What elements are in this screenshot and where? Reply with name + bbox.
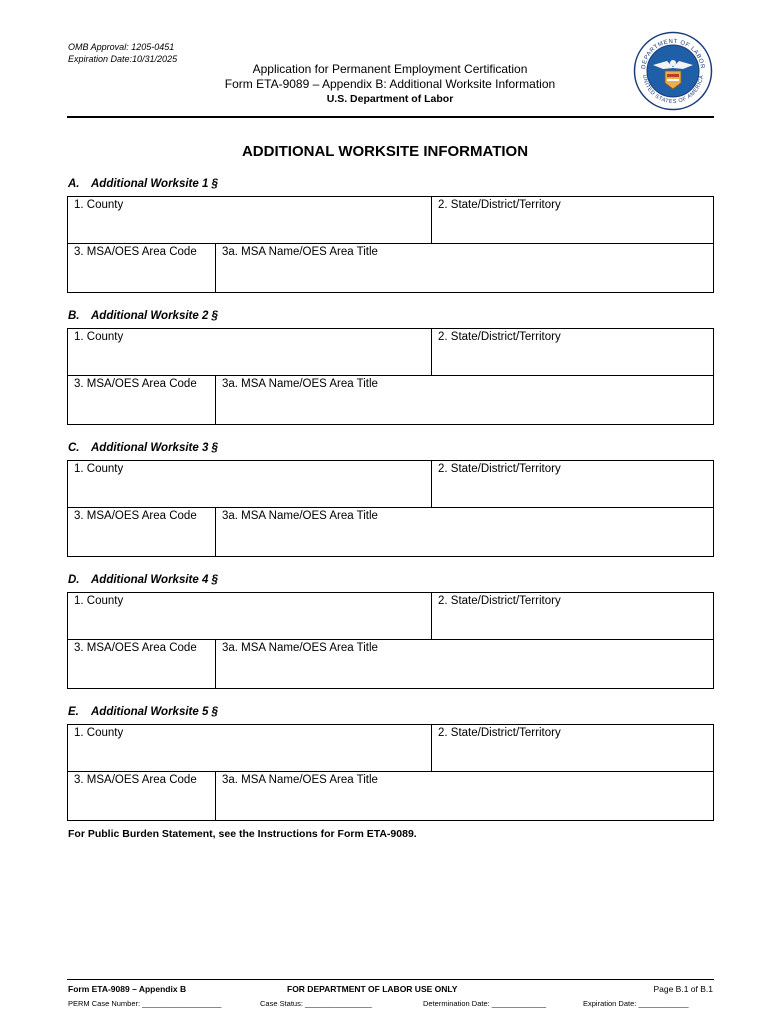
msa-name-field[interactable] <box>216 508 713 556</box>
county-field[interactable] <box>68 593 432 639</box>
state-label: 2. State/District/Territory <box>438 727 561 739</box>
msa-code-label: 3. MSA/OES Area Code <box>74 774 197 786</box>
omb-info <box>68 41 177 65</box>
section-title: Additional Worksite 2 § <box>91 310 218 322</box>
msa-code-label: 3. MSA/OES Area Code <box>74 378 197 390</box>
svg-text:DEPARTMENT OF LABOR: DEPARTMENT OF LABOR <box>640 38 706 70</box>
msa-name-field[interactable] <box>216 244 713 292</box>
section-letter: B. <box>68 310 80 322</box>
svg-text:UNITED STATES OF AMERICA: UNITED STATES OF AMERICA <box>640 74 705 106</box>
state-label: 2. State/District/Territory <box>438 331 561 343</box>
header-rule <box>67 116 714 118</box>
section-letter: D. <box>68 574 80 586</box>
application-title: Application for Permanent Employment Certification <box>252 62 528 76</box>
section-a-heading <box>68 178 218 190</box>
footer-rule <box>67 979 714 980</box>
county-field[interactable] <box>68 329 432 375</box>
worksite-2-box <box>67 328 714 425</box>
section-b-heading <box>68 310 218 322</box>
county-field[interactable] <box>68 725 432 771</box>
section-c-heading <box>68 442 218 454</box>
county-label: 1. County <box>74 595 124 607</box>
section-title: Additional Worksite 4 § <box>91 574 218 586</box>
page-title: ADDITIONAL WORKSITE INFORMATION <box>241 143 529 160</box>
footer-page-number: Page B.1 of B.1 <box>653 984 713 994</box>
case-status-field[interactable]: Case Status: ________________ <box>260 999 372 1008</box>
worksite-3-box <box>67 460 714 557</box>
msa-name-label: 3a. MSA Name/OES Area Title <box>222 642 378 654</box>
state-label: 2. State/District/Territory <box>438 463 561 475</box>
msa-code-label: 3. MSA/OES Area Code <box>74 246 197 258</box>
section-d-heading <box>68 574 218 586</box>
perm-case-number-field[interactable]: PERM Case Number: ___________________ <box>68 999 222 1008</box>
omb-approval: OMB Approval: 1205-0451 <box>68 42 175 52</box>
msa-code-field[interactable] <box>68 244 216 292</box>
county-label: 1. County <box>74 727 124 739</box>
msa-code-field[interactable] <box>68 640 216 688</box>
msa-code-field[interactable] <box>68 376 216 424</box>
worksite-1-box <box>67 196 714 293</box>
state-field[interactable] <box>432 461 713 507</box>
section-letter: C. <box>68 442 80 454</box>
burden-statement: For Public Burden Statement, see the Instructions for Form ETA-9089. <box>68 828 417 840</box>
section-title: Additional Worksite 5 § <box>91 706 218 718</box>
state-label: 2. State/District/Territory <box>438 595 561 607</box>
section-letter: A. <box>68 178 80 190</box>
msa-code-field[interactable] <box>68 772 216 820</box>
county-label: 1. County <box>74 331 124 343</box>
state-field[interactable] <box>432 725 713 771</box>
section-letter: E. <box>68 706 79 718</box>
msa-code-label: 3. MSA/OES Area Code <box>74 510 197 522</box>
county-field[interactable] <box>68 461 432 507</box>
determination-date-field[interactable]: Determination Date: _____________ <box>423 999 547 1008</box>
msa-name-field[interactable] <box>216 376 713 424</box>
section-title: Additional Worksite 1 § <box>91 178 218 190</box>
state-field[interactable] <box>432 197 713 243</box>
msa-name-field[interactable] <box>216 772 713 820</box>
worksite-4-box <box>67 592 714 689</box>
expiration-date: Expiration Date:10/31/2025 <box>68 54 178 64</box>
state-label: 2. State/District/Territory <box>438 199 561 211</box>
worksite-5-box <box>67 724 714 821</box>
county-field[interactable] <box>68 197 432 243</box>
footer-dol-use: FOR DEPARTMENT OF LABOR USE ONLY <box>287 984 458 994</box>
msa-name-field[interactable] <box>216 640 713 688</box>
form-title: Form ETA-9089 – Appendix B: Additional Worksite Information <box>224 77 556 91</box>
expiration-date-field[interactable]: Expiration Date: ____________ <box>583 999 689 1008</box>
msa-name-label: 3a. MSA Name/OES Area Title <box>222 774 378 786</box>
msa-name-label: 3a. MSA Name/OES Area Title <box>222 378 378 390</box>
msa-name-label: 3a. MSA Name/OES Area Title <box>222 246 378 258</box>
msa-code-field[interactable] <box>68 508 216 556</box>
msa-code-label: 3. MSA/OES Area Code <box>74 642 197 654</box>
section-e-heading <box>68 706 218 718</box>
msa-name-label: 3a. MSA Name/OES Area Title <box>222 510 378 522</box>
form-header <box>190 62 590 107</box>
state-field[interactable] <box>432 329 713 375</box>
section-title: Additional Worksite 3 § <box>91 442 218 454</box>
dol-seal-icon <box>633 31 713 111</box>
county-label: 1. County <box>74 463 124 475</box>
state-field[interactable] <box>432 593 713 639</box>
department-name: U.S. Department of Labor <box>326 93 454 105</box>
footer-form-id: Form ETA-9089 – Appendix B <box>68 984 187 994</box>
county-label: 1. County <box>74 199 124 211</box>
